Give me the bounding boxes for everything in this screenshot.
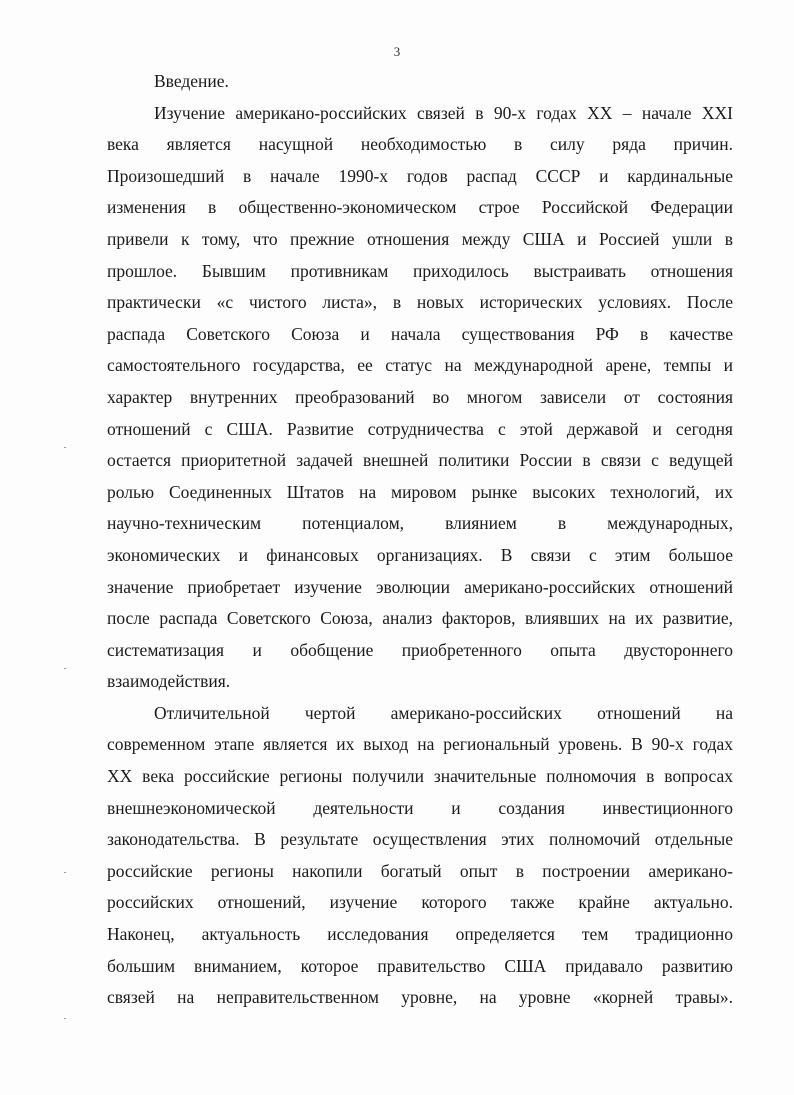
text-line: Произошедший в начале 1990-х годов распад СССР и кардинальные <box>107 165 733 186</box>
text-line: привели к тому, что прежние отношения между США и Россией ушли в <box>107 228 733 249</box>
scan-margin-mark <box>64 668 66 669</box>
text-line: ролью Соединенных Штатов на мировом рынке высоких технологий, их <box>107 481 733 502</box>
body-text <box>107 66 733 1014</box>
text-line: после распада Советского Союза, анализ факторов, влиявших на их развитие, <box>107 608 733 629</box>
text-line: Наконец, актуальность исследования определяется тем традиционно <box>107 924 733 945</box>
text-line: распада Советского Союза и начала существования РФ в качестве <box>107 323 733 344</box>
text-line: самостоятельного государства, ее статус на международной арене, темпы и <box>107 355 733 376</box>
text-line: изменения в общественно-экономическом строе Российской Федерации <box>107 197 733 218</box>
scan-margin-mark <box>64 1018 66 1019</box>
text-line: законодательства. В результате осуществления этих полномочий отдельные <box>107 829 733 850</box>
text-line: большим вниманием, которое правительство США придавало развитию <box>107 955 733 976</box>
scan-margin-mark <box>64 872 66 873</box>
text-line: современном этапе является их выход на региональный уровень. В 90-х годах <box>107 734 733 755</box>
paragraph-2 <box>107 698 733 1014</box>
text-line: отношений с США. Развитие сотрудничества с этой державой и сегодня <box>107 418 733 439</box>
text-line: российских отношений, изучение которого также крайне актуально. <box>107 892 733 913</box>
text-line: остается приоритетной задачей внешней политики России в связи с ведущей <box>107 450 733 471</box>
text-line: внешнеэкономической деятельности и создания инвестиционного <box>107 797 733 818</box>
text-line: Отличительной чертой американо-российских отношений на <box>154 702 733 723</box>
text-line: прошлое. Бывшим противникам приходилось выстраивать отношения <box>107 260 733 281</box>
text-line: века является насущной необходимостью в силу ряда причин. <box>107 134 733 155</box>
section-heading: Введение. <box>154 71 229 91</box>
text-line: российские регионы накопили богатый опыт в построении американо- <box>107 860 733 881</box>
text-line: XX века российские регионы получили значительные полномочия в вопросах <box>107 766 733 787</box>
text-line: практически «с чистого листа», в новых исторических условиях. После <box>107 292 733 313</box>
text-line: систематизация и обобщение приобретенного опыта двустороннего <box>107 639 733 660</box>
paragraph-1 <box>107 98 733 698</box>
text-line: характер внутренних преобразований во многом зависели от состояния <box>107 386 733 407</box>
page-number: 3 <box>393 44 401 59</box>
text-line: Изучение американо-российских связей в 90-х годах XX – начале XXI <box>154 102 733 123</box>
text-line: связей на неправительственном уровне, на уровне «корней травы». <box>107 987 733 1008</box>
scan-margin-mark <box>64 447 66 448</box>
text-line: научно-техническим потенциалом, влиянием в международных, <box>107 513 733 534</box>
text-line: экономических и финансовых организациях. В связи с этим большое <box>107 544 733 565</box>
text-line: значение приобретает изучение эволюции американо-российских отношений <box>107 576 733 597</box>
text-line: взаимодействия. <box>107 671 231 692</box>
